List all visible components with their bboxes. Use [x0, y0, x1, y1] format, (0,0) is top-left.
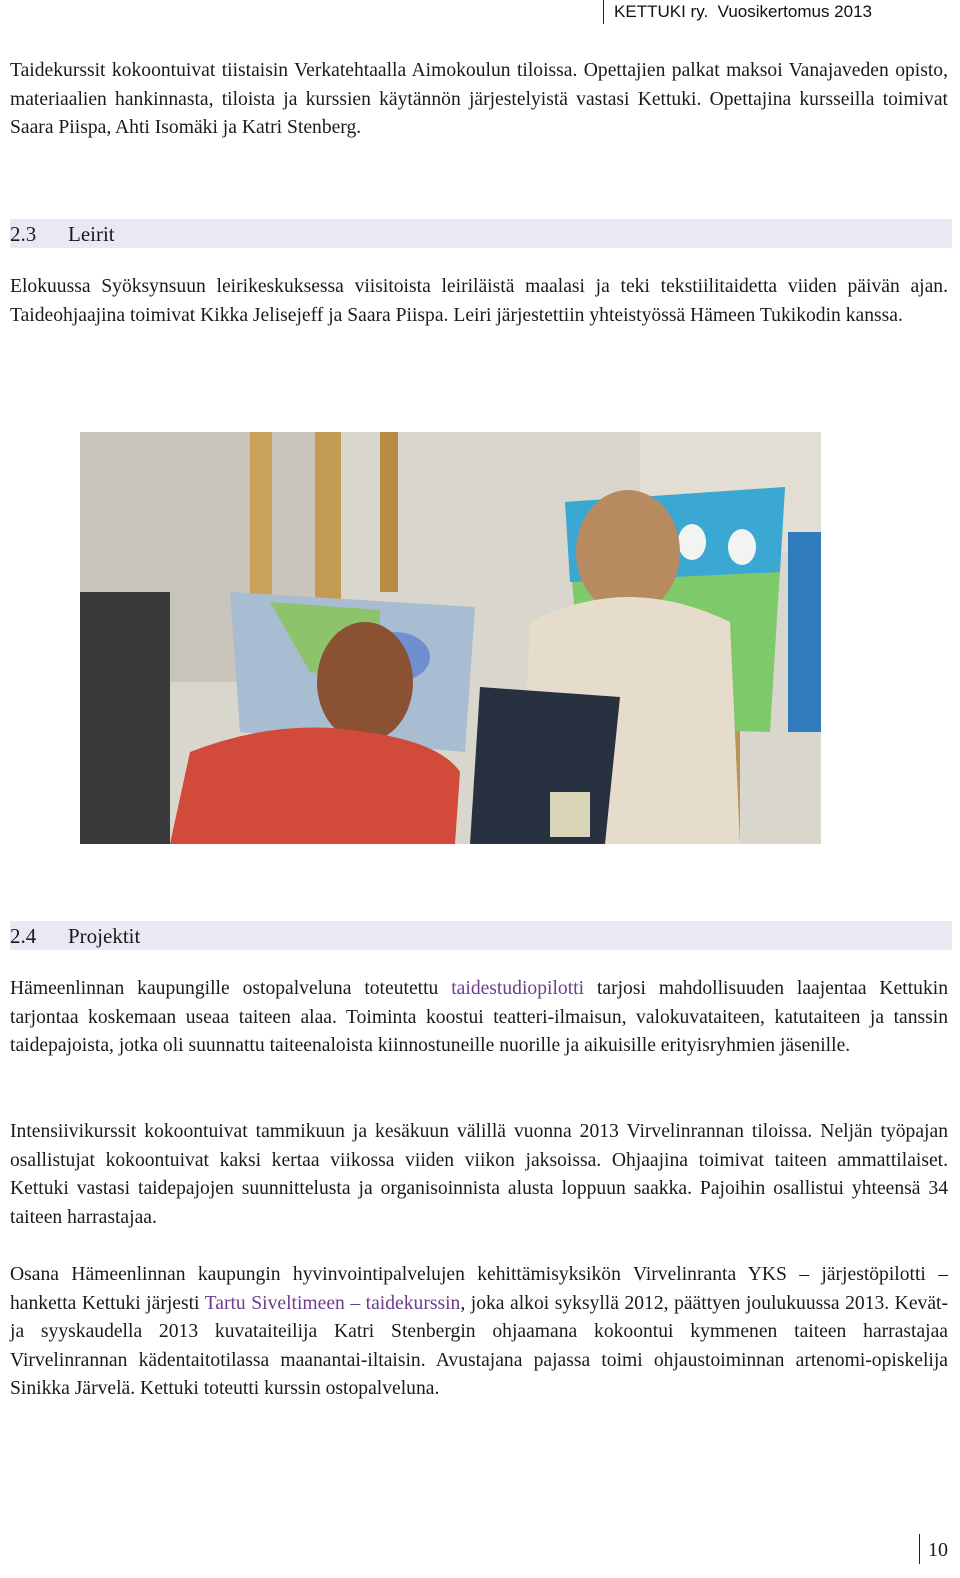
- projektit-paragraph-1: [10, 975, 948, 1061]
- section-number: 2.3: [10, 222, 37, 246]
- painting-camp-photo: [80, 432, 821, 844]
- page-header: [603, 0, 872, 24]
- projektit-paragraph-2: Intensiivikurssit kokoontuivat tammikuun ja kesäkuun välillä vuonna 2013 Virvelinrannan tiloissa. Neljän työpajan osallistujat kokoontuivat kaksi kertaa viikossa viiden viikon jaksoissa. Ohjaajina toimivat taiteen ammattilaiset. Kettuki vastasi taidepajojen suunnittelusta ja organisoinnista alusta loppuun saakka. Pajoihin osallistui yhteensä 34 taiteen harrastajaa.: [10, 1121, 948, 1228]
- leirit-paragraph: Elokuussa Syöksynsuun leirikeskuksessa viisitoista leiriläistä maalasi ja teki tekstiilitaidetta viiden päivän ajan. Taideohjaajina toimivat Kikka Jelisejeff ja Saara Piispa. Leiri järjestettiin yhteistyössä Hämeen Tukikodin kanssa.: [10, 276, 948, 326]
- header-doc-title: Vuosikertomus 2013: [717, 2, 872, 21]
- section-title: Leirit: [68, 222, 115, 246]
- p1-text-b: tarjosi mahdollisuuden laajentaa Kettukin tarjontaa koskemaan useaa taiteen alaa. Toiminta koostui teatteri-ilmaisun, valokuvataiteen, katutaiteen ja tanssin taidepajoista, jotka oli suunnattu taiteenaloista kiinnostuneille nuorille ja aikuisille erityisryhmien jäsenille.: [10, 978, 948, 1057]
- taidestudiopilotti-link[interactable]: taidestudiopilotti: [451, 978, 585, 999]
- section-heading-leirit: [10, 219, 952, 248]
- p3-text-a: Osana Hämeenlinnan kaupungin hyvinvointipalvelujen kehittämisyksikön Virvelinranta YKS – järjestöpilotti – hanketta Kettuki järjesti: [10, 1264, 948, 1314]
- tartu-siveltimeen-link[interactable]: Tartu Siveltimeen – taidekurssin: [204, 1292, 461, 1314]
- intro-paragraph: Taidekurssit kokoontuivat tiistaisin Verkatehtaalla Aimokoulun tiloissa. Opettajien palkat maksoi Vanajaveden opisto, materiaalien hankinnasta, tiloista ja kurssien käytännön järjestelyistä vastasi Kettuki. Opettajina kursseilla toimivat Saara Piispa, Ahti Isomäki ja Katri Stenberg.: [10, 60, 948, 139]
- projektit-paragraph-3: [10, 1261, 948, 1404]
- section-number: 2.4: [10, 924, 37, 948]
- section-heading-projektit: [10, 921, 952, 950]
- p3-text-b: , joka alkoi syksyllä 2012, päättyen joulukuussa 2013. Kevät- ja syyskaudella 2013 kuvataiteilija Katri Stenbergin ohjaamana kokoontui kymmenen taiteen harrastajaa Virvelinrannan kädentaitotilassa maanantai-iltaisin. Avustajana pajassa toimi ohjaustoiminnan artenomi-opiskelija Sinikka Järvelä. Kettuki toteutti kurssin ostopalveluna.: [10, 1292, 948, 1400]
- p1-text-a: Hämeenlinnan kaupungille ostopalveluna toteutettu: [10, 978, 452, 999]
- page-number: 10: [919, 1534, 948, 1564]
- header-org: KETTUKI ry.: [614, 2, 709, 21]
- section-title: Projektit: [68, 924, 141, 948]
